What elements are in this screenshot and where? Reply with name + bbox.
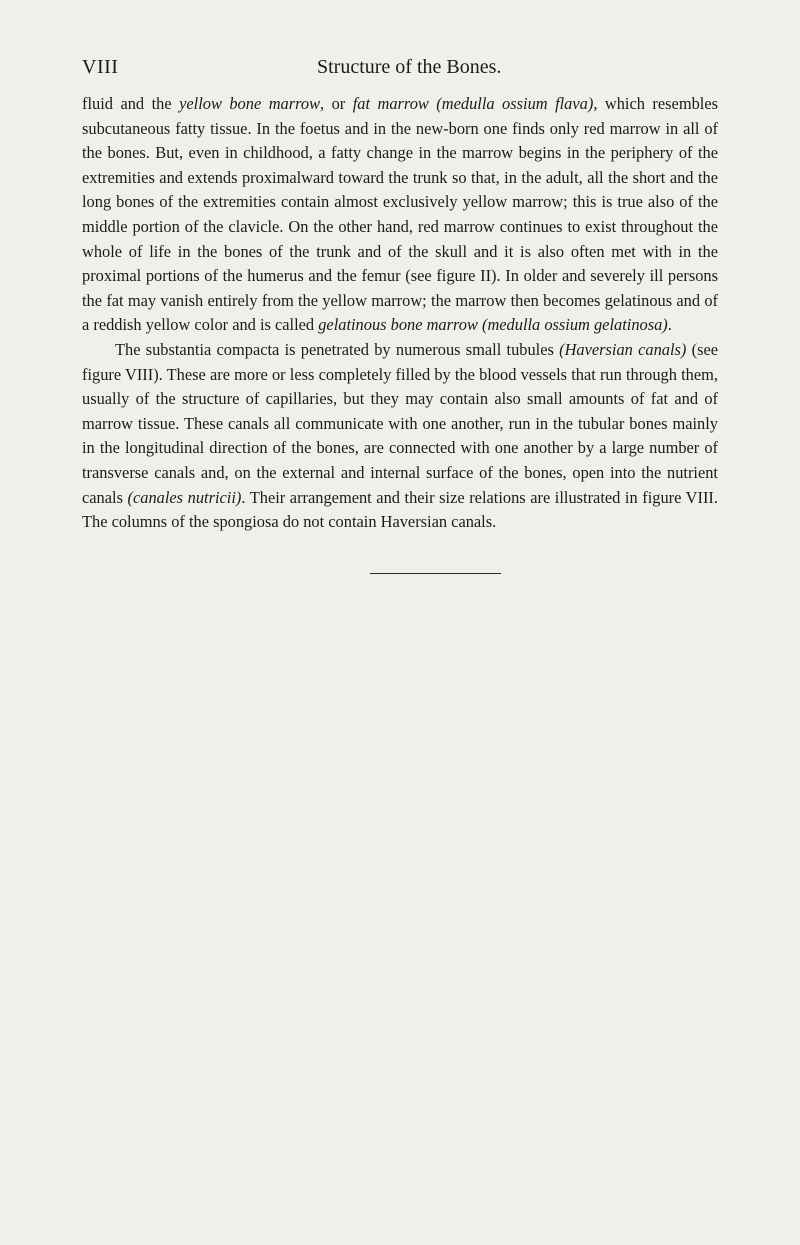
text-run: (see figure VIII). These are more or less completely filled by the blood vessels that run through them, usually of the structure of capillaries, but they may contain also small amounts of fat and of marrow tissue. These canals all communicate with one another, run in the tubular bones mainly in the longitudinal direction of the bones, are connected with one another by a large number of transverse canals and, on the external and internal surface of the bones, open into the nutrient canals: [82, 339, 719, 507]
italic-term: yellow bone marrow: [179, 94, 321, 113]
italic-term: fat marrow (medulla ossium flava): [352, 94, 594, 113]
paragraph-2: [82, 338, 718, 535]
paragraph-1: [82, 92, 718, 338]
italic-term: (canales nutricii): [127, 487, 242, 507]
italic-term: (Haversian canals): [559, 339, 687, 359]
text-run: fluid and the: [82, 94, 180, 113]
chapter-title: Structure of the Bones.: [317, 56, 502, 78]
text-run: , which resembles subcutaneous fatty tissue. In the foetus and in the new-born one finds only red marrow in all of the bones. But, even in childhood, a fatty change in the marrow begins in the periphery of the extremities and extends proximalward toward the trunk so that, in the adult, all the short and the long bones of the extremities contain almost exclusively yellow marrow; this is true also of the middle portion of the clavicle. On the other hand, red marrow continues to exist throughout the whole of life in the bones of the trunk and of the skull and it is also often met with in the proximal portions of the humerus and the femur (see figure II). In older and severely ill persons the fat may vanish entirely from the yellow marrow; the marrow then becomes gelatinous and of a reddish yellow color and is called: [82, 94, 718, 335]
body-text: [82, 92, 718, 535]
text-run: .: [667, 315, 672, 335]
chapter-number: VIII: [82, 56, 119, 78]
running-head: [82, 56, 718, 86]
text-run: The substantia compacta is penetrated by numerous small tubules: [115, 339, 560, 359]
section-divider: [370, 573, 501, 574]
text-run: . Their arrangement and their size relations are illustrated in figure VIII. The columns of the spongiosa do not contain Haversian canals.: [82, 487, 718, 532]
text-run: , or: [320, 94, 353, 113]
italic-term: gelatinous bone marrow (medulla ossium gelatinosa): [318, 315, 668, 335]
